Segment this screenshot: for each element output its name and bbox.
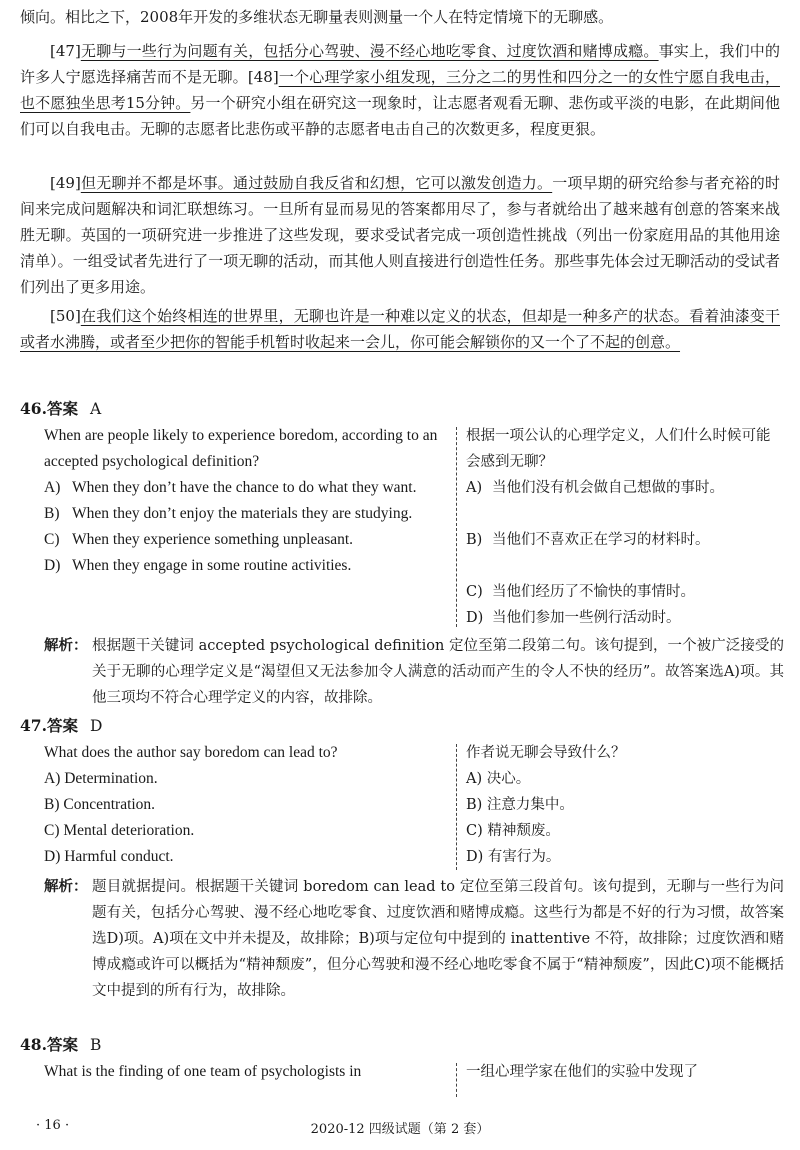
q46-opt-d-key: D) (44, 557, 61, 574)
q47-opt-d-text: Harmful conduct. (64, 848, 174, 865)
q46-stem-zh: 根据一项公认的心理学定义，人们什么时候可能会感到无聊？ (466, 428, 771, 470)
q47-explanation (44, 874, 784, 1004)
q47-opt-c-text: Mental deterioration. (63, 822, 195, 839)
q47-opt-a-text: Determination. (64, 770, 158, 787)
q46-opt-a-key-zh: A) (466, 480, 483, 496)
q47-option-d-zh (466, 844, 784, 870)
q47-stem-en: What does the author say boredom can lead to? (44, 744, 338, 761)
passage-paragraph-50 (20, 303, 780, 355)
q46-expl-text: 根据题干关键词 accepted psychological definition 定位至第二段第二句。该句提到，一个被广泛接受的关于无聊的心理学定义是“渴望但又无法参加令人满意的活动而产生的令人不快的经历”。故答案选A)项。其他三项均不符合心理学定义的内容，故排除。 (92, 638, 784, 706)
q46-option-c-zh (466, 579, 784, 605)
q47-answer: D (89, 717, 103, 735)
q46-option-b-zh (466, 527, 784, 553)
q47-opt-a-key: A) (44, 770, 61, 787)
q46-opt-a-key: A) (44, 479, 61, 496)
q46-stem-en: When are people likely to experience boredom, according to an accepted psychological definition? (44, 427, 438, 470)
q47-option-a-zh (466, 766, 784, 792)
q46-answer: A (89, 400, 102, 418)
q47-option-b-en (44, 792, 449, 818)
q48-answer: B (89, 1036, 102, 1054)
q48-answer-label: 答案 (46, 1035, 78, 1054)
q46-opt-d-zh-text: 当他们参加一些例行活动时。 (492, 610, 681, 626)
q46-opt-d-key-zh: D) (466, 610, 484, 626)
q47-stem-zh: 作者说无聊会导致什么？ (466, 745, 626, 761)
q46-block (44, 423, 784, 633)
q46-opt-c-zh-text: 当他们经历了不愉快的事情时。 (492, 584, 695, 600)
passage-paragraph-1 (20, 4, 780, 30)
q47-opt-b-key: B) (44, 796, 60, 813)
q47-number: 47. (20, 716, 47, 735)
q47-opt-a-key-zh: A) (466, 771, 483, 787)
q48-header (20, 1033, 101, 1055)
underline-48: 一个心理学家小组发现，三分之二的男性和四分之一的女性宁愿自我电击，也不愿独坐思考15分钟。 (20, 68, 780, 112)
q46-opt-c-key-zh: C) (466, 584, 483, 600)
q48-divider (456, 1063, 457, 1097)
q46-opt-d-text: When they engage in some routine activities. (72, 557, 352, 574)
q46-option-b-en (44, 501, 449, 527)
q46-opt-b-zh-text: 当他们不喜欢正在学习的材料时。 (492, 532, 710, 548)
q48-stem-en: What is the finding of one team of psychologists in (44, 1063, 362, 1080)
q47-expl-label: 解析： (44, 878, 88, 895)
q47-block (44, 740, 784, 874)
q47-opt-c-zh-text: 精神颓废。 (487, 823, 560, 839)
q47-header (20, 714, 102, 736)
passage-paragraph-47 (20, 38, 780, 142)
q47-option-c-zh (466, 818, 784, 844)
q46-option-d-zh (466, 605, 784, 631)
q47-opt-d-zh-text: 有害行为。 (487, 849, 561, 865)
marker-50: [50] (50, 307, 81, 325)
p1-text: 倾向。相比之下，2008年开发的多维状态无聊量表则测量一个人在特定情境下的无聊感。 (20, 8, 614, 26)
marker-49: [49] (50, 174, 81, 192)
passage-paragraph-49 (20, 170, 780, 300)
q47-english (44, 740, 449, 870)
q46-english (44, 423, 449, 579)
q46-opt-c-key: C) (44, 531, 60, 548)
q46-opt-a-text: When they don’t have the chance to do what they want. (72, 479, 417, 496)
q47-opt-c-key: C) (44, 822, 60, 839)
q47-option-d-en (44, 844, 449, 870)
q47-opt-d-key-zh: D) (466, 849, 484, 865)
q46-divider (456, 427, 457, 627)
q46-opt-b-key: B) (44, 505, 60, 522)
q47-answer-label: 答案 (46, 716, 78, 735)
q47-opt-c-key-zh: C) (466, 823, 483, 839)
q46-option-d-en (44, 553, 449, 579)
underline-50: 在我们这个始终相连的世界里，无聊也许是一种难以定义的状态，但却是一种多产的状态。看着油漆变干或者水沸腾，或者至少把你的智能手机暂时收起来一会儿，你可能会解锁你的又一个了不起的创意。 (20, 307, 780, 351)
q46-option-a-en (44, 475, 449, 501)
q47-expl-text: 题目就据提问。根据题干关键词 boredom can lead to 定位至第三段首句。该句提到，无聊与一些行为问题有关，包括分心驾驶、漫不经心地吃零食、过度饮酒和赌博成瘾。这些行为都是不好的行为习惯，故答案选D)项。A)项在文中并未提及，故排除；B)项与定位句中提到的 inattentive 不符，故排除；过度饮酒和赌博成瘾或许可以概括为“精神颓废”，但分心驾驶和漫不经心地吃零食不属于“精神颓废”，因此C)项不能概括文中提到的所有行为，故排除。 (92, 879, 784, 999)
q46-header (20, 397, 101, 419)
q46-opt-c-text: When they experience something unpleasant. (72, 531, 354, 548)
underline-49: 但无聊并不都是坏事。通过鼓励自我反省和幻想，它可以激发创造力。 (80, 174, 553, 192)
marker-47: [47] (50, 42, 81, 60)
q47-option-b-zh (466, 792, 784, 818)
q47-opt-b-zh-text: 注意力集中。 (486, 797, 574, 813)
q48-chinese (466, 1059, 784, 1085)
footer-title: 2020-12 四级试题（第 2 套） (310, 1122, 490, 1137)
marker-48: [48] (247, 68, 279, 86)
q47-chinese (466, 740, 784, 870)
q47-option-a-en (44, 766, 449, 792)
q47-divider (456, 744, 457, 870)
q46-number: 46. (20, 399, 47, 418)
q47-opt-a-zh-text: 决心。 (486, 771, 531, 787)
q46-explanation (44, 633, 784, 711)
p2-mid: 事实上，我们中的许多人宁愿选择痛苦而不是无聊。 (20, 42, 780, 86)
q48-stem-zh: 一组心理学家在他们的实验中发现了 (466, 1064, 698, 1080)
q46-chinese (466, 423, 784, 631)
q48-number: 48. (20, 1035, 47, 1054)
q46-option-c-en (44, 527, 449, 553)
q47-opt-b-key-zh: B) (466, 797, 483, 813)
q48-english (44, 1059, 449, 1085)
q48-block (44, 1059, 784, 1099)
q46-opt-b-key-zh: B) (466, 532, 483, 548)
q47-opt-b-text: Concentration. (63, 796, 156, 813)
q46-option-a-zh (466, 475, 784, 501)
p3-rest: 一项早期的研究给参与者充裕的时间来完成问题解决和词汇联想练习。一旦所有显而易见的答案都用尽了，参与者就给出了越来越有创意的答案来战胜无聊。英国的一项研究进一步推进了这些发现，要求受试者完成一项创造性挑战（列出一份家庭用品的其他用途清单）。一组受试者先进行了一项无聊的活动，而其他人则直接进行创造性任务。那些事先体会过无聊活动的受试者们列出了更多用途。 (20, 174, 780, 296)
p2-rest: 另一个研究小组在研究这一现象时，让志愿者观看无聊、悲伤或平淡的电影，在此期间他们可以自我电击。无聊的志愿者比悲伤或平静的志愿者电击自己的次数更多，程度更狠。 (20, 94, 780, 138)
underline-47: 无聊与一些行为问题有关，包括分心驾驶、漫不经心地吃零食、过度饮酒和赌博成瘾。 (80, 42, 659, 60)
q47-opt-d-key: D) (44, 848, 61, 865)
q46-answer-label: 答案 (46, 399, 78, 418)
q47-option-c-en (44, 818, 449, 844)
page-number: · 16 · (36, 1118, 70, 1133)
q46-expl-label: 解析： (44, 637, 88, 654)
q46-opt-b-text: When they don’t enjoy the materials they are studying. (72, 505, 413, 522)
q46-opt-a-zh-text: 当他们没有机会做自己想做的事时。 (492, 480, 724, 496)
